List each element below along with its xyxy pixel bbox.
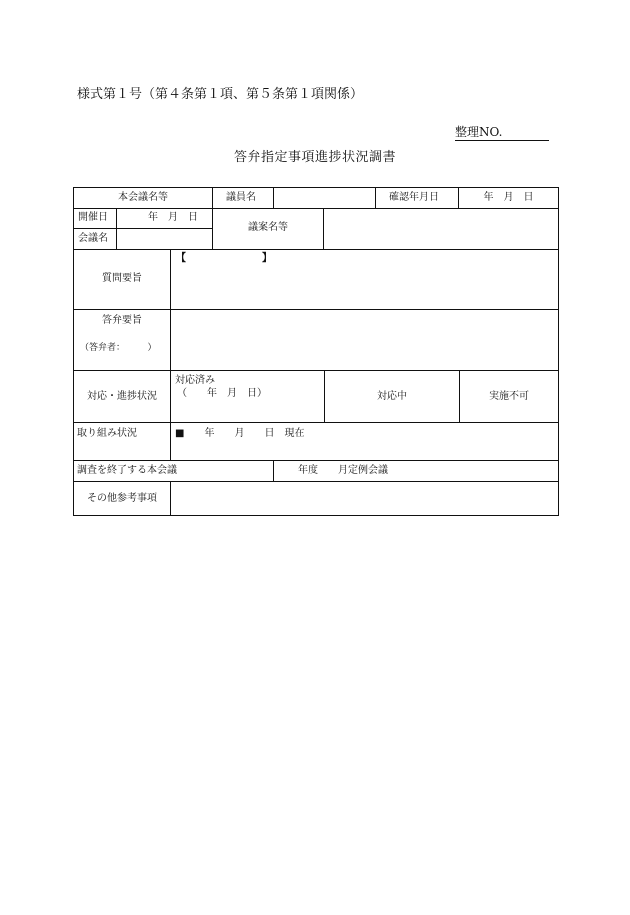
torikumi-label: 取り組み状況 bbox=[77, 428, 137, 439]
taiouzumi-date: （ 年 月 日） bbox=[177, 388, 267, 399]
kakunin-value: 年 月 日 bbox=[483, 192, 534, 203]
nendo-label: 年度 月定例会議 bbox=[298, 465, 388, 476]
col-divider-label bbox=[170, 249, 171, 461]
col-divider-row1-c bbox=[375, 187, 376, 208]
taiouchu-label: 対応中 bbox=[377, 391, 407, 402]
reference-number-label: 整理NO. bbox=[455, 124, 549, 141]
table-border-left bbox=[73, 187, 74, 516]
shitsumon-label: 質問要旨 bbox=[102, 273, 142, 284]
table-border-bottom bbox=[73, 515, 559, 516]
kaisai-label: 開催日 bbox=[78, 212, 108, 223]
col-divider-kaisai bbox=[116, 208, 117, 249]
row-divider-6 bbox=[73, 460, 559, 461]
col-divider-label-sonota bbox=[170, 481, 171, 516]
document-title: 答弁指定事項進捗状況調書 bbox=[233, 150, 396, 165]
honkaigi-label: 本会議名等 bbox=[118, 192, 168, 203]
kaigi-label: 会議名 bbox=[78, 233, 108, 244]
row-divider-7 bbox=[73, 481, 559, 482]
sonota-label: その他参考事項 bbox=[87, 493, 157, 504]
table-border-right bbox=[558, 187, 559, 516]
form-number-label: 様式第１号（第４条第１項、第５条第１項関係） bbox=[77, 87, 364, 102]
taiou-label: 対応・進捗状況 bbox=[87, 391, 157, 402]
row-divider-1 bbox=[73, 208, 559, 209]
torikumi-value: ■ 年 月 日 現在 bbox=[175, 428, 305, 439]
row-divider-kaisai bbox=[73, 228, 213, 229]
table-border-top bbox=[73, 187, 559, 188]
gian-label: 議案名等 bbox=[248, 222, 288, 233]
col-divider-chousa bbox=[273, 460, 274, 481]
row-divider-5 bbox=[73, 422, 559, 423]
col-divider-row1-a bbox=[212, 187, 213, 249]
taiouzumi-label: 対応済み bbox=[175, 375, 215, 386]
giin-label: 議員名 bbox=[226, 192, 256, 203]
jisshi-label: 実施不可 bbox=[489, 391, 529, 402]
chousa-label: 調査を終了する本会議 bbox=[77, 465, 177, 476]
kaisai-value: 年 月 日 bbox=[148, 212, 198, 223]
toben-label: 答弁要旨 bbox=[102, 315, 142, 326]
shitsumon-bracket-close: 】 bbox=[262, 253, 272, 264]
row-divider-4 bbox=[73, 370, 559, 371]
col-divider-row1-b bbox=[273, 187, 274, 208]
col-divider-gian bbox=[323, 208, 324, 249]
row-divider-2 bbox=[73, 249, 559, 250]
shitsumon-bracket-open: 【 bbox=[176, 253, 186, 264]
row-divider-3 bbox=[73, 309, 559, 310]
tobensha-label: （答弁者： ） bbox=[80, 343, 157, 353]
kakunin-label: 確認年月日 bbox=[389, 192, 439, 203]
